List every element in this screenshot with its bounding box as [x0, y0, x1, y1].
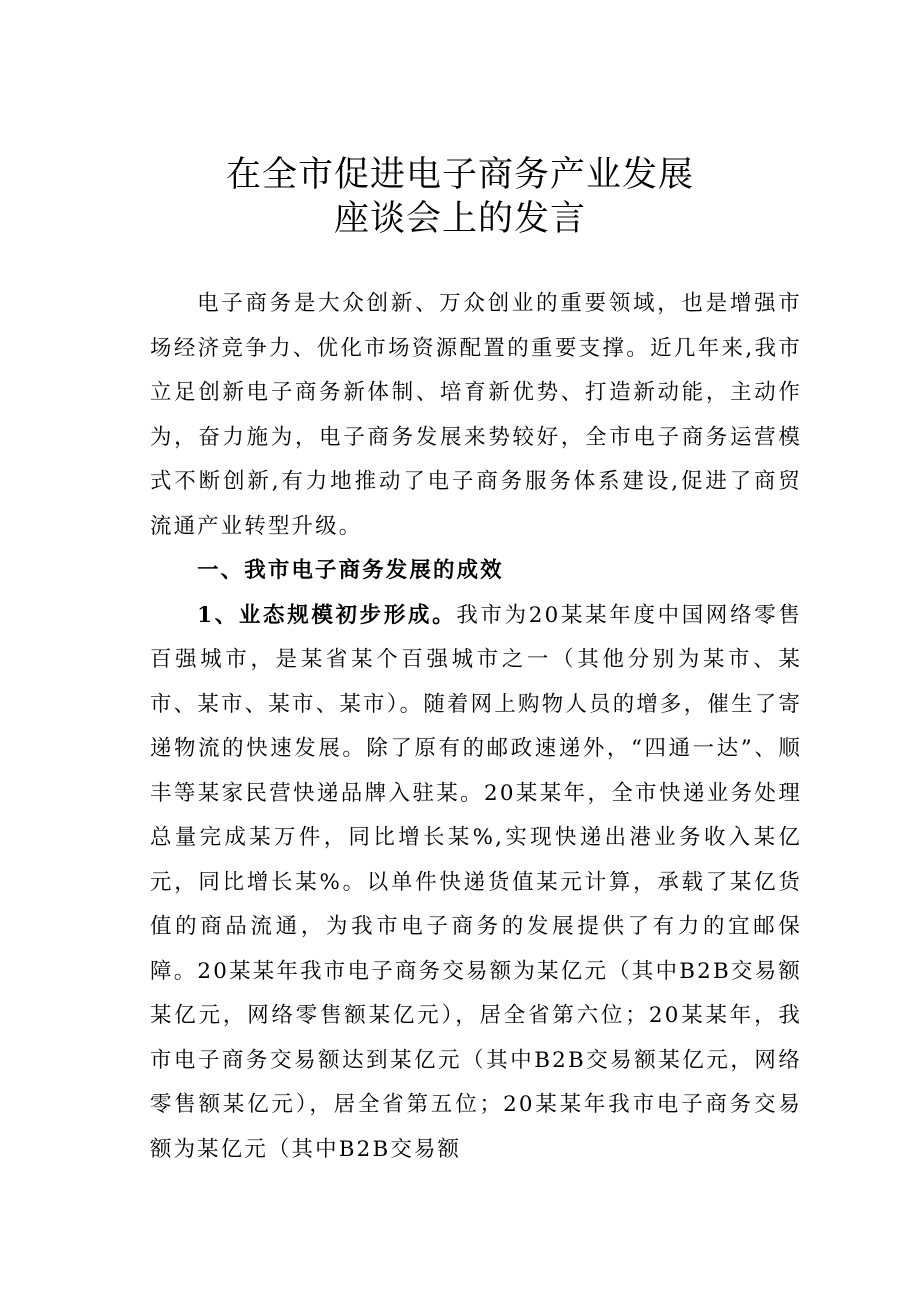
- intro-paragraph: 电子商务是大众创新、万众创业的重要领域，也是增强市场经济竞争力、优化市场资源配置的重要支撑。近几年来,我市立足创新电子商务新体制、培育新优势、打造新动能，主动作为，奋力施为，电子商务发展来势较好，全市电子商务运营模式不断创新,有力地推动了电子商务服务体系建设,促进了商贸流通产业转型升级。: [150, 291, 802, 539]
- section-heading: 一、我市电子商务发展的成效: [197, 558, 504, 583]
- point1-lead: 1、业态规模初步形成。: [197, 602, 457, 628]
- point1-paragraph: [150, 594, 802, 1173]
- document-body: [150, 282, 802, 1172]
- document-title-line1: 在全市促进电子商务产业发展: [225, 155, 694, 195]
- point1-body: 我市为20某某年度中国网络零售百强城市，是某省某个百强城市之一（其他分别为某市、某市、某市、某市、某市）。随着网上购物人员的增多，催生了寄递物流的快速发展。除了原有的邮政速递外，“四通一达”、顺丰等某家民营快递品牌入驻某。20某某年，全市快递业务处理总量完成某万件，同比增长某%,实现快递出港业务收入某亿元，同比增长某%。以单件快递货值某元计算，承载了某亿货值的商品流通，为我市电子商务的发展提供了有力的宜邮保障。20某某年我市电子商务交易额为某亿元（其中B2B交易额某亿元，网络零售额某亿元），居全省第六位；20某某年，我市电子商务交易额达到某亿元（其中B2B交易额某亿元，网络零售额某亿元），居全省第五位；20某某年我市电子商务交易额为某亿元（其中B2B交易额: [150, 602, 802, 1162]
- document-title-line2: 座谈会上的发言: [333, 199, 586, 239]
